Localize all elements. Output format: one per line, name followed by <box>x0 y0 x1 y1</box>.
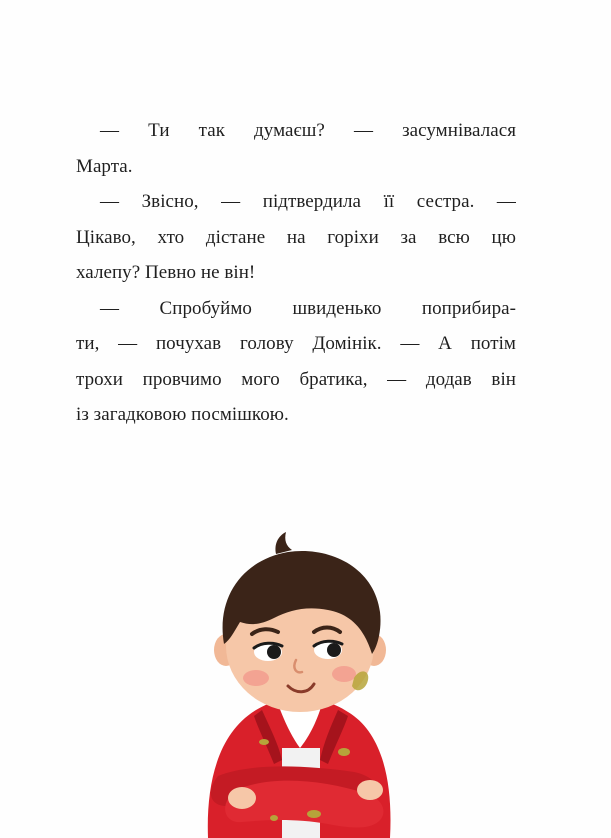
hand-left <box>228 787 256 809</box>
story-line: — Ти так думаєш? — засумнівалася <box>100 120 516 141</box>
story-line: трохи провчимо мого братика, — додав він <box>76 368 516 390</box>
pupil-left <box>267 645 281 659</box>
boy-illustration <box>178 528 418 838</box>
stain <box>259 739 269 745</box>
hair-tuft <box>275 532 292 554</box>
story-text <box>76 113 516 433</box>
cheek-right <box>332 666 356 682</box>
story-line: із загадковою посмішкою. <box>76 404 289 425</box>
story-line: халепу? Певно не він! <box>76 262 256 283</box>
story-line: — Звісно, — підтвердила її сестра. — <box>100 191 516 212</box>
story-line: Цікаво, хто дістане на горіхи за всю цю <box>76 226 516 248</box>
stain <box>338 748 350 756</box>
story-line: ти, — почухав голову Домінік. — А потім <box>76 333 516 354</box>
story-line: — Спробуймо швиденько поприбира- <box>100 297 516 319</box>
stain <box>270 815 278 821</box>
cheek-left <box>243 670 269 686</box>
hand-right <box>357 780 383 800</box>
story-line: Марта. <box>76 155 133 177</box>
pupil-right <box>327 643 341 657</box>
stain <box>307 810 321 818</box>
